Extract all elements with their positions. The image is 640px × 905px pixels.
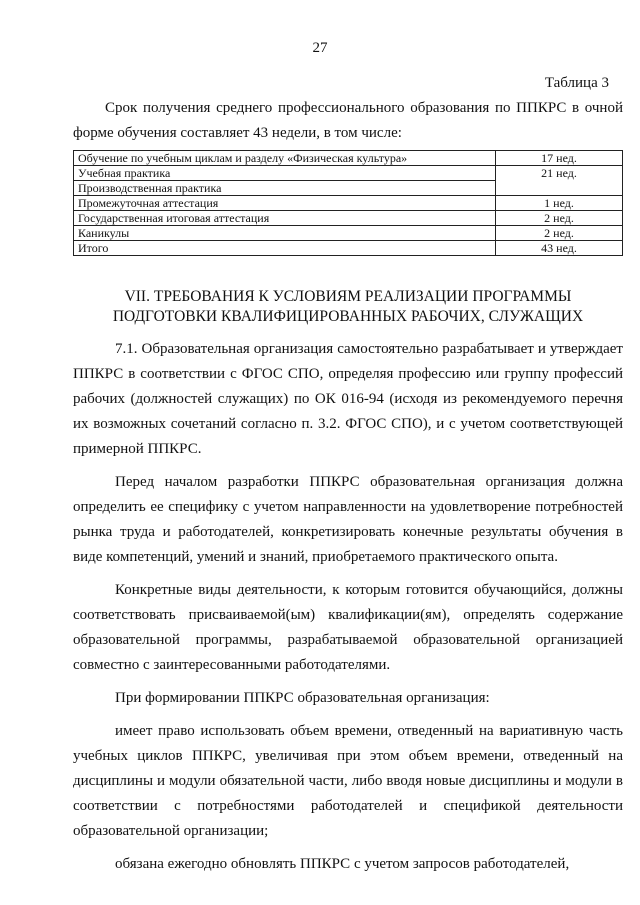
- row-value: 2 нед.: [496, 211, 623, 226]
- paragraph: обязана ежегодно обновлять ППКРС с учетом запросов работодателей,: [115, 856, 570, 872]
- row-label: Производственная практика: [74, 181, 496, 196]
- section-heading-line-1: VII. ТРЕБОВАНИЯ К УСЛОВИЯМ РЕАЛИЗАЦИИ ПРОГРАММЫ: [124, 288, 572, 305]
- table-row: [74, 151, 623, 166]
- paragraph: При формировании ППКРС образовательная организация:: [115, 690, 490, 706]
- table-caption: Таблица 3: [544, 75, 609, 91]
- section-heading: [73, 287, 623, 327]
- page-number: 27: [312, 40, 328, 56]
- paragraph: 7.1. Образовательная организация самостоятельно разрабатывает и утверждает ППКРС в соответствии с ФГОС СПО, определяя профессию или группу профессий рабочих (должностей служащих) по ОК 016-94 (исходя из рекомендуемого перечня их возможных сочетаний согласно п. 3.2. ФГОС СПО), и с учетом соответствующей примерной ППКРС.: [73, 341, 623, 457]
- paragraph: Конкретные виды деятельности, к которым готовится обучающийся, должны соответствовать присваиваемой(ым) квалификации(ям), определять содержание образовательной программы, разрабатываемой образовательной организацией совместно с заинтересованными работодателями.: [73, 582, 623, 673]
- row-label: Учебная практика: [74, 166, 496, 181]
- row-label: Каникулы: [74, 226, 496, 241]
- table-row: [74, 166, 623, 181]
- row-value: 21 нед.: [496, 166, 623, 196]
- section-heading-line-2: ПОДГОТОВКИ КВАЛИФИЦИРОВАННЫХ РАБОЧИХ, СЛУЖАЩИХ: [112, 308, 584, 325]
- paragraph: Перед началом разработки ППКРС образовательная организация должна определить ее специфику с учетом направленности на удовлетворение потребностей рынка труда и работодателей, конкретизировать конечные результаты обучения в виде компетенций, умений и знаний, приобретаемого практического опыта.: [73, 474, 623, 565]
- row-value: 1 нед.: [496, 196, 623, 211]
- row-label: Обучение по учебным циклам и разделу «Физическая культура»: [74, 151, 496, 166]
- section-body: [73, 337, 623, 877]
- table-row: [74, 241, 623, 256]
- table-row: [74, 226, 623, 241]
- table-row: [74, 196, 623, 211]
- row-label: Государственная итоговая аттестация: [74, 211, 496, 226]
- row-label: Промежуточная аттестация: [74, 196, 496, 211]
- row-value: 2 нед.: [496, 226, 623, 241]
- study-duration-table: [73, 150, 623, 256]
- row-label: Итого: [74, 241, 496, 256]
- paragraph: имеет право использовать объем времени, отведенный на вариативную часть учебных циклов ППКРС, увеличивая при этом объем времени, отведенный на дисциплины и модули обязательной части, либо вводя новые дисциплины и модули в соответствии с потребностями работодателей и спецификой деятельности образовательной организации;: [73, 723, 623, 839]
- intro-paragraph: Срок получения среднего профессионального образования по ППКРС в очной форме обучения составляет 43 недели, в том числе:: [73, 100, 623, 141]
- row-value: 17 нед.: [496, 151, 623, 166]
- table-row: [74, 211, 623, 226]
- row-value: 43 нед.: [496, 241, 623, 256]
